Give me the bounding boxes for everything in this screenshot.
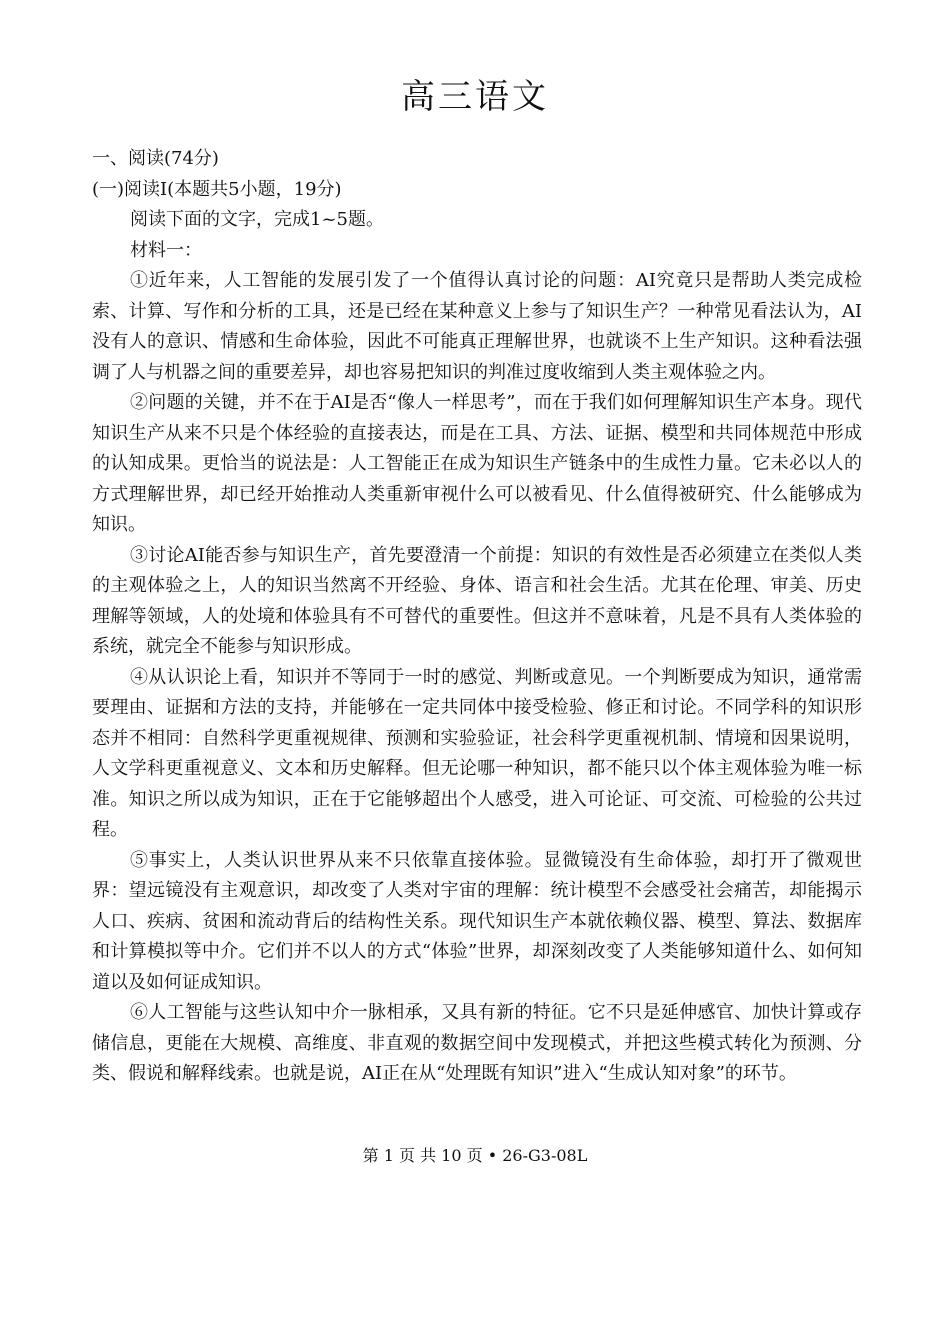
page-title: 高三语文 [401,77,549,117]
paragraph-5: ⑤事实上，人类认识世界从来不只依靠直接体验。显微镜没有生命体验，却打开了微观世界：望远镜没有主观意识，却改变了人类对宇宙的理解：统计模型不会感受社会痛苦，却能揭示人口、疾病、贫困和流动背后的结构性关系。现代知识生产本就依赖仪器、模型、算法、数据库和计算模拟等中介。它们并不以人的方式“体验”世界，却深刻改变了人类能够知道什么、如何知道以及如何证成知识。 [92,849,862,993]
section-heading: 一、阅读(74分) [92,148,219,169]
instruction-text: 阅读下面的文字，完成1~5题。 [130,209,384,230]
paragraph-2: ②问题的关键，并不在于AI是否“像人一样思考”，而在于我们如何理解知识生产本身。现代知识生产从来不只是个体经验的直接表达，而是在工具、方法、证据、模型和共同体规范中形成的认知成果。更恰当的说法是：人工智能正在成为知识生产链条中的生成性力量。它未必以人的方式理解世界，却已经开始推动人类重新审视什么可以被看见、什么值得被研究、什么能够成为知识。 [92,392,862,535]
page-footer: 第 1 页 共 10 页 • 26-G3-08L [362,1146,588,1165]
paragraph-6: ⑥人工智能与这些认知中介一脉相承，又具有新的特征。它不只是延伸感官、加快计算或存储信息，更能在大规模、高维度、非直观的数据空间中发现模式，并把这些模式转化为预测、分类、假说和解释线索。也就是说，AI正在从“处理既有知识”进入“生成认知对象”的环节。 [92,1002,862,1084]
paragraph-1: ①近年来，人工智能的发展引发了一个值得认真讨论的问题：AI究竟只是帮助人类完成检索、计算、写作和分析的工具，还是已经在某种意义上参与了知识生产？一种常见看法认为，AI没有人的意识、情感和生命体验，因此不可能真正理解世界，也就谈不上生产知识。这种看法强调了人与机器之间的重要差异，却也容易把知识的判准过度收缩到人类主观体验之内。 [92,270,862,383]
paragraph-4: ④从认识论上看，知识并不等同于一时的感觉、判断或意见。一个判断要成为知识，通常需要理由、证据和方法的支持，并能够在一定共同体中接受检验、修正和讨论。不同学科的知识形态并不相同：自然科学更重视规律、预测和实验验证，社会科学更重视机制、情境和因果说明，人文学科更重视意义、文本和历史解释。但无论哪一种知识，都不能只以个体主观体验为唯一标准。知识之所以成为知识，正在于它能够超出个人感受，进入可论证、可交流、可检验的公共过程。 [92,666,862,840]
subsection-heading: (一)阅读Ⅰ(本题共5小题，19分) [92,178,342,200]
reading-content [92,144,862,1090]
paragraph-3: ③讨论AI能否参与知识生产，首先要澄清一个前提：知识的有效性是否必须建立在类似人类的主观体验之上，人的知识当然离不开经验、身体、语言和社会生活。尤其在伦理、审美、历史理解等领域，人的处境和体验具有不可替代的重要性。但这并不意味着，凡是不具有人类体验的系统，就完全不能参与知识形成。 [92,544,862,657]
material-label: 材料一： [130,239,202,261]
